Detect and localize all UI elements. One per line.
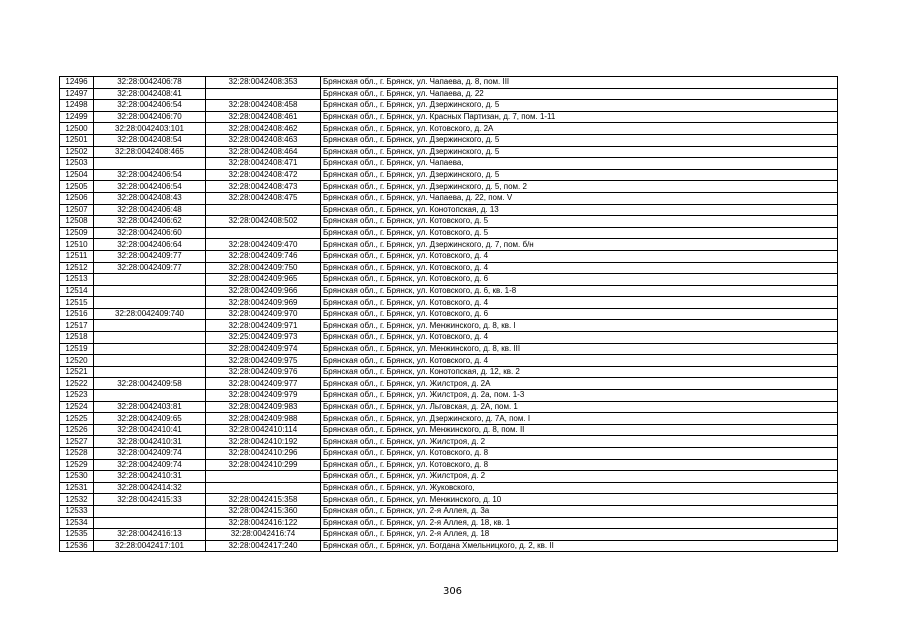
cadastral-object-cell: 32:28:0042415:360: [206, 505, 321, 517]
table-row: [60, 100, 838, 112]
cadastral-number-cell: [94, 505, 206, 517]
address-cell: Брянская обл., г. Брянск, ул. Дзержинского, д. 5: [321, 146, 838, 158]
table-row: [60, 459, 838, 471]
record-number-cell: 12520: [60, 355, 94, 367]
cadastral-object-cell: 32:28:0042409:983: [206, 401, 321, 413]
table-row: [60, 250, 838, 262]
table-row: [60, 401, 838, 413]
record-number-cell: 12496: [60, 77, 94, 89]
cadastral-object-cell: 32:28:0042409:975: [206, 355, 321, 367]
address-cell: Брянская обл., г. Брянск, ул. Дзержинского, д. 5: [321, 134, 838, 146]
record-number-cell: 12508: [60, 216, 94, 228]
cadastral-object-cell: [206, 204, 321, 216]
address-cell: Брянская обл., г. Брянск, ул. Жилстроя, д. 2: [321, 471, 838, 483]
record-number-cell: 12505: [60, 181, 94, 193]
address-cell: Брянская обл., г. Брянск, ул. Красных Партизан, д. 7, пом. 1-11: [321, 111, 838, 123]
cadastral-object-cell: 32:25:0042409:973: [206, 332, 321, 344]
table-row: [60, 88, 838, 100]
address-cell: Брянская обл., г. Брянск, ул. Котовского, д. 4: [321, 262, 838, 274]
record-number-cell: 12502: [60, 146, 94, 158]
cadastral-object-cell: 32:28:0042416:122: [206, 517, 321, 529]
cadastral-number-cell: [94, 390, 206, 402]
record-number-cell: 12511: [60, 250, 94, 262]
records-table: [59, 76, 838, 552]
cadastral-number-cell: 32:28:0042408:43: [94, 192, 206, 204]
cadastral-object-cell: 32:28:0042409:969: [206, 297, 321, 309]
address-cell: Брянская обл., г. Брянск, ул. 2-я Аллея, д. 18: [321, 529, 838, 541]
cadastral-number-cell: [94, 332, 206, 344]
cadastral-object-cell: 32:28:0042408:463: [206, 134, 321, 146]
record-number-cell: 12514: [60, 285, 94, 297]
record-number-cell: 12521: [60, 366, 94, 378]
cadastral-number-cell: 32:28:0042416:13: [94, 529, 206, 541]
record-number-cell: 12517: [60, 320, 94, 332]
table-row: [60, 169, 838, 181]
record-number-cell: 12512: [60, 262, 94, 274]
table-row: [60, 274, 838, 286]
record-number-cell: 12534: [60, 517, 94, 529]
cadastral-object-cell: [206, 88, 321, 100]
address-cell: Брянская обл., г. Брянск, ул. Котовского, д. 5: [321, 227, 838, 239]
cadastral-object-cell: 32:28:0042410:192: [206, 436, 321, 448]
record-number-cell: 12522: [60, 378, 94, 390]
cadastral-number-cell: [94, 366, 206, 378]
address-cell: Брянская обл., г. Брянск, ул. Дзержинского, д. 7, пом. б/н: [321, 239, 838, 251]
record-number-cell: 12532: [60, 494, 94, 506]
table-row: [60, 239, 838, 251]
record-number-cell: 12516: [60, 308, 94, 320]
address-cell: Брянская обл., г. Брянск, ул. Конотопская, д. 12, кв. 2: [321, 366, 838, 378]
record-number-cell: 12526: [60, 424, 94, 436]
cadastral-object-cell: 32:28:0042408:464: [206, 146, 321, 158]
address-cell: Брянская обл., г. Брянск, ул. Котовского, д. 4: [321, 332, 838, 344]
record-number-cell: 12497: [60, 88, 94, 100]
address-cell: Брянская обл., г. Брянск, ул. Котовского, д. 4: [321, 250, 838, 262]
cadastral-object-cell: 32:28:0042417:240: [206, 540, 321, 552]
address-cell: Брянская обл., г. Брянск, ул. Чапаева,: [321, 158, 838, 170]
cadastral-object-cell: 32:28:0042408:353: [206, 77, 321, 89]
cadastral-number-cell: 32:28:0042415:33: [94, 494, 206, 506]
table-row: [60, 332, 838, 344]
cadastral-number-cell: [94, 355, 206, 367]
table-row: [60, 146, 838, 158]
table-row: [60, 227, 838, 239]
cadastral-number-cell: 32:28:0042406:54: [94, 169, 206, 181]
address-cell: Брянская обл., г. Брянск, ул. Котовского, д. 6: [321, 274, 838, 286]
cadastral-number-cell: 32:28:0042414:32: [94, 482, 206, 494]
cadastral-number-cell: 32:28:0042409:77: [94, 250, 206, 262]
cadastral-number-cell: 32:28:0042409:65: [94, 413, 206, 425]
cadastral-object-cell: 32:28:0042408:458: [206, 100, 321, 112]
table-row: [60, 355, 838, 367]
records-table-body: [60, 77, 838, 552]
cadastral-number-cell: 32:28:0042408:41: [94, 88, 206, 100]
record-number-cell: 12510: [60, 239, 94, 251]
cadastral-number-cell: 32:28:0042403:81: [94, 401, 206, 413]
cadastral-object-cell: 32:28:0042409:971: [206, 320, 321, 332]
cadastral-object-cell: 32:28:0042408:472: [206, 169, 321, 181]
address-cell: Брянская обл., г. Брянск, ул. Котовского, д. 4: [321, 355, 838, 367]
cadastral-number-cell: 32:28:0042406:62: [94, 216, 206, 228]
cadastral-object-cell: 32:28:0042410:296: [206, 448, 321, 460]
table-row: [60, 158, 838, 170]
cadastral-object-cell: 32:28:0042409:979: [206, 390, 321, 402]
address-cell: Брянская обл., г. Брянск, ул. Котовского, д. 6: [321, 308, 838, 320]
cadastral-object-cell: 32:28:0042409:970: [206, 308, 321, 320]
cadastral-object-cell: 32:28:0042409:988: [206, 413, 321, 425]
page-number: 306: [442, 586, 463, 597]
cadastral-number-cell: [94, 320, 206, 332]
record-number-cell: 12518: [60, 332, 94, 344]
cadastral-number-cell: 32:28:0042406:54: [94, 181, 206, 193]
record-number-cell: 12527: [60, 436, 94, 448]
record-number-cell: 12498: [60, 100, 94, 112]
address-cell: Брянская обл., г. Брянск, ул. 2-я Аллея, д. 3а: [321, 505, 838, 517]
record-number-cell: 12507: [60, 204, 94, 216]
cadastral-number-cell: [94, 297, 206, 309]
cadastral-number-cell: 32:28:0042406:78: [94, 77, 206, 89]
cadastral-object-cell: 32:28:0042410:299: [206, 459, 321, 471]
table-row: [60, 471, 838, 483]
cadastral-number-cell: 32:28:0042409:74: [94, 459, 206, 471]
record-number-cell: 12509: [60, 227, 94, 239]
cadastral-object-cell: 32:28:0042409:470: [206, 239, 321, 251]
address-cell: Брянская обл., г. Брянск, ул. Чапаева, д. 22: [321, 88, 838, 100]
address-cell: Брянская обл., г. Брянск, ул. Жуковского,: [321, 482, 838, 494]
cadastral-object-cell: 32:28:0042408:502: [206, 216, 321, 228]
address-cell: Брянская обл., г. Брянск, ул. Котовского, д. 6, кв. 1-8: [321, 285, 838, 297]
cadastral-object-cell: 32:28:0042416:74: [206, 529, 321, 541]
address-cell: Брянская обл., г. Брянск, ул. Льговская, д. 2А, пом. 1: [321, 401, 838, 413]
cadastral-number-cell: 32:28:0042417:101: [94, 540, 206, 552]
address-cell: Брянская обл., г. Брянск, ул. Конотопская, д. 13: [321, 204, 838, 216]
cadastral-number-cell: 32:28:0042410:31: [94, 471, 206, 483]
address-cell: Брянская обл., г. Брянск, ул. 2-я Аллея, д. 18, кв. 1: [321, 517, 838, 529]
address-cell: Брянская обл., г. Брянск, ул. Жилстроя, д. 2а, пом. 1-3: [321, 390, 838, 402]
address-cell: Брянская обл., г. Брянск, ул. Дзержинского, д. 5: [321, 100, 838, 112]
cadastral-object-cell: 32:28:0042408:475: [206, 192, 321, 204]
cadastral-number-cell: 32:28:0042410:31: [94, 436, 206, 448]
address-cell: Брянская обл., г. Брянск, ул. Дзержинского, д. 5: [321, 169, 838, 181]
record-number-cell: 12501: [60, 134, 94, 146]
cadastral-object-cell: [206, 227, 321, 239]
cadastral-number-cell: 32:28:0042406:64: [94, 239, 206, 251]
table-row: [60, 378, 838, 390]
cadastral-number-cell: 32:28:0042408:465: [94, 146, 206, 158]
cadastral-object-cell: 32:28:0042408:471: [206, 158, 321, 170]
cadastral-object-cell: 32:28:0042409:965: [206, 274, 321, 286]
table-row: [60, 320, 838, 332]
table-row: [60, 192, 838, 204]
record-number-cell: 12500: [60, 123, 94, 135]
cadastral-number-cell: [94, 343, 206, 355]
address-cell: Брянская обл., г. Брянск, ул. Чапаева, д. 22, пом. V: [321, 192, 838, 204]
address-cell: Брянская обл., г. Брянск, ул. Менжинского, д. 8, кв. I: [321, 320, 838, 332]
cadastral-number-cell: 32:28:0042406:54: [94, 100, 206, 112]
cadastral-object-cell: 32:28:0042409:966: [206, 285, 321, 297]
cadastral-object-cell: 32:28:0042408:473: [206, 181, 321, 193]
cadastral-number-cell: 32:28:0042409:58: [94, 378, 206, 390]
table-row: [60, 134, 838, 146]
table-row: [60, 308, 838, 320]
record-number-cell: 12528: [60, 448, 94, 460]
table-row: [60, 494, 838, 506]
record-number-cell: 12519: [60, 343, 94, 355]
cadastral-number-cell: 32:28:0042406:60: [94, 227, 206, 239]
cadastral-number-cell: 32:28:0042408:54: [94, 134, 206, 146]
cadastral-object-cell: 32:28:0042408:461: [206, 111, 321, 123]
address-cell: Брянская обл., г. Брянск, ул. Менжинского, д. 8, пом. II: [321, 424, 838, 436]
cadastral-object-cell: 32:28:0042409:746: [206, 250, 321, 262]
cadastral-object-cell: 32:28:0042415:358: [206, 494, 321, 506]
table-row: [60, 123, 838, 135]
table-row: [60, 424, 838, 436]
table-row: [60, 390, 838, 402]
address-cell: Брянская обл., г. Брянск, ул. Дзержинского, д. 5, пом. 2: [321, 181, 838, 193]
cadastral-number-cell: [94, 517, 206, 529]
record-number-cell: 12513: [60, 274, 94, 286]
address-cell: Брянская обл., г. Брянск, ул. Дзержинского, д. 7А, пом. I: [321, 413, 838, 425]
address-cell: Брянская обл., г. Брянск, ул. Чапаева, д. 8, пом. III: [321, 77, 838, 89]
record-number-cell: 12506: [60, 192, 94, 204]
table-row: [60, 366, 838, 378]
cadastral-number-cell: 32:28:0042410:41: [94, 424, 206, 436]
cadastral-object-cell: 32:28:0042409:974: [206, 343, 321, 355]
table-row: [60, 297, 838, 309]
table-row: [60, 482, 838, 494]
address-cell: Брянская обл., г. Брянск, ул. Котовского, д. 8: [321, 459, 838, 471]
record-number-cell: 12504: [60, 169, 94, 181]
record-number-cell: 12533: [60, 505, 94, 517]
cadastral-object-cell: [206, 471, 321, 483]
record-number-cell: 12535: [60, 529, 94, 541]
table-row: [60, 343, 838, 355]
table-row: [60, 448, 838, 460]
address-cell: Брянская обл., г. Брянск, ул. Котовского, д. 2А: [321, 123, 838, 135]
table-row: [60, 413, 838, 425]
cadastral-number-cell: 32:28:0042409:77: [94, 262, 206, 274]
address-cell: Брянская обл., г. Брянск, ул. Менжинского, д. 10: [321, 494, 838, 506]
table-row: [60, 204, 838, 216]
record-number-cell: 12529: [60, 459, 94, 471]
record-number-cell: 12530: [60, 471, 94, 483]
table-row: [60, 540, 838, 552]
record-number-cell: 12515: [60, 297, 94, 309]
record-number-cell: 12536: [60, 540, 94, 552]
record-number-cell: 12503: [60, 158, 94, 170]
cadastral-object-cell: [206, 482, 321, 494]
table-row: [60, 517, 838, 529]
record-number-cell: 12525: [60, 413, 94, 425]
cadastral-number-cell: 32:28:0042406:48: [94, 204, 206, 216]
cadastral-object-cell: 32:28:0042408:462: [206, 123, 321, 135]
cadastral-number-cell: 32:28:0042403:101: [94, 123, 206, 135]
cadastral-object-cell: 32:28:0042409:976: [206, 366, 321, 378]
record-number-cell: 12531: [60, 482, 94, 494]
cadastral-object-cell: 32:28:0042410:114: [206, 424, 321, 436]
address-cell: Брянская обл., г. Брянск, ул. Жилстроя, д. 2А: [321, 378, 838, 390]
cadastral-number-cell: 32:28:0042409:740: [94, 308, 206, 320]
address-cell: Брянская обл., г. Брянск, ул. Менжинского, д. 8, кв. III: [321, 343, 838, 355]
cadastral-number-cell: 32:28:0042406:70: [94, 111, 206, 123]
table-row: [60, 436, 838, 448]
table-row: [60, 111, 838, 123]
address-cell: Брянская обл., г. Брянск, ул. Котовского, д. 8: [321, 448, 838, 460]
address-cell: Брянская обл., г. Брянск, ул. Котовского, д. 5: [321, 216, 838, 228]
record-number-cell: 12499: [60, 111, 94, 123]
table-row: [60, 285, 838, 297]
cadastral-object-cell: 32:28:0042409:977: [206, 378, 321, 390]
record-number-cell: 12524: [60, 401, 94, 413]
cadastral-number-cell: [94, 158, 206, 170]
table-row: [60, 262, 838, 274]
table-row: [60, 529, 838, 541]
table-row: [60, 77, 838, 89]
cadastral-number-cell: [94, 274, 206, 286]
table-row: [60, 505, 838, 517]
record-number-cell: 12523: [60, 390, 94, 402]
cadastral-object-cell: 32:28:0042409:750: [206, 262, 321, 274]
table-row: [60, 181, 838, 193]
table-row: [60, 216, 838, 228]
address-cell: Брянская обл., г. Брянск, ул. Жилстроя, д. 2: [321, 436, 838, 448]
address-cell: Брянская обл., г. Брянск, ул. Котовского, д. 4: [321, 297, 838, 309]
address-cell: Брянская обл., г. Брянск, ул. Богдана Хмельницкого, д. 2, кв. II: [321, 540, 838, 552]
cadastral-number-cell: 32:28:0042409:74: [94, 448, 206, 460]
cadastral-number-cell: [94, 285, 206, 297]
